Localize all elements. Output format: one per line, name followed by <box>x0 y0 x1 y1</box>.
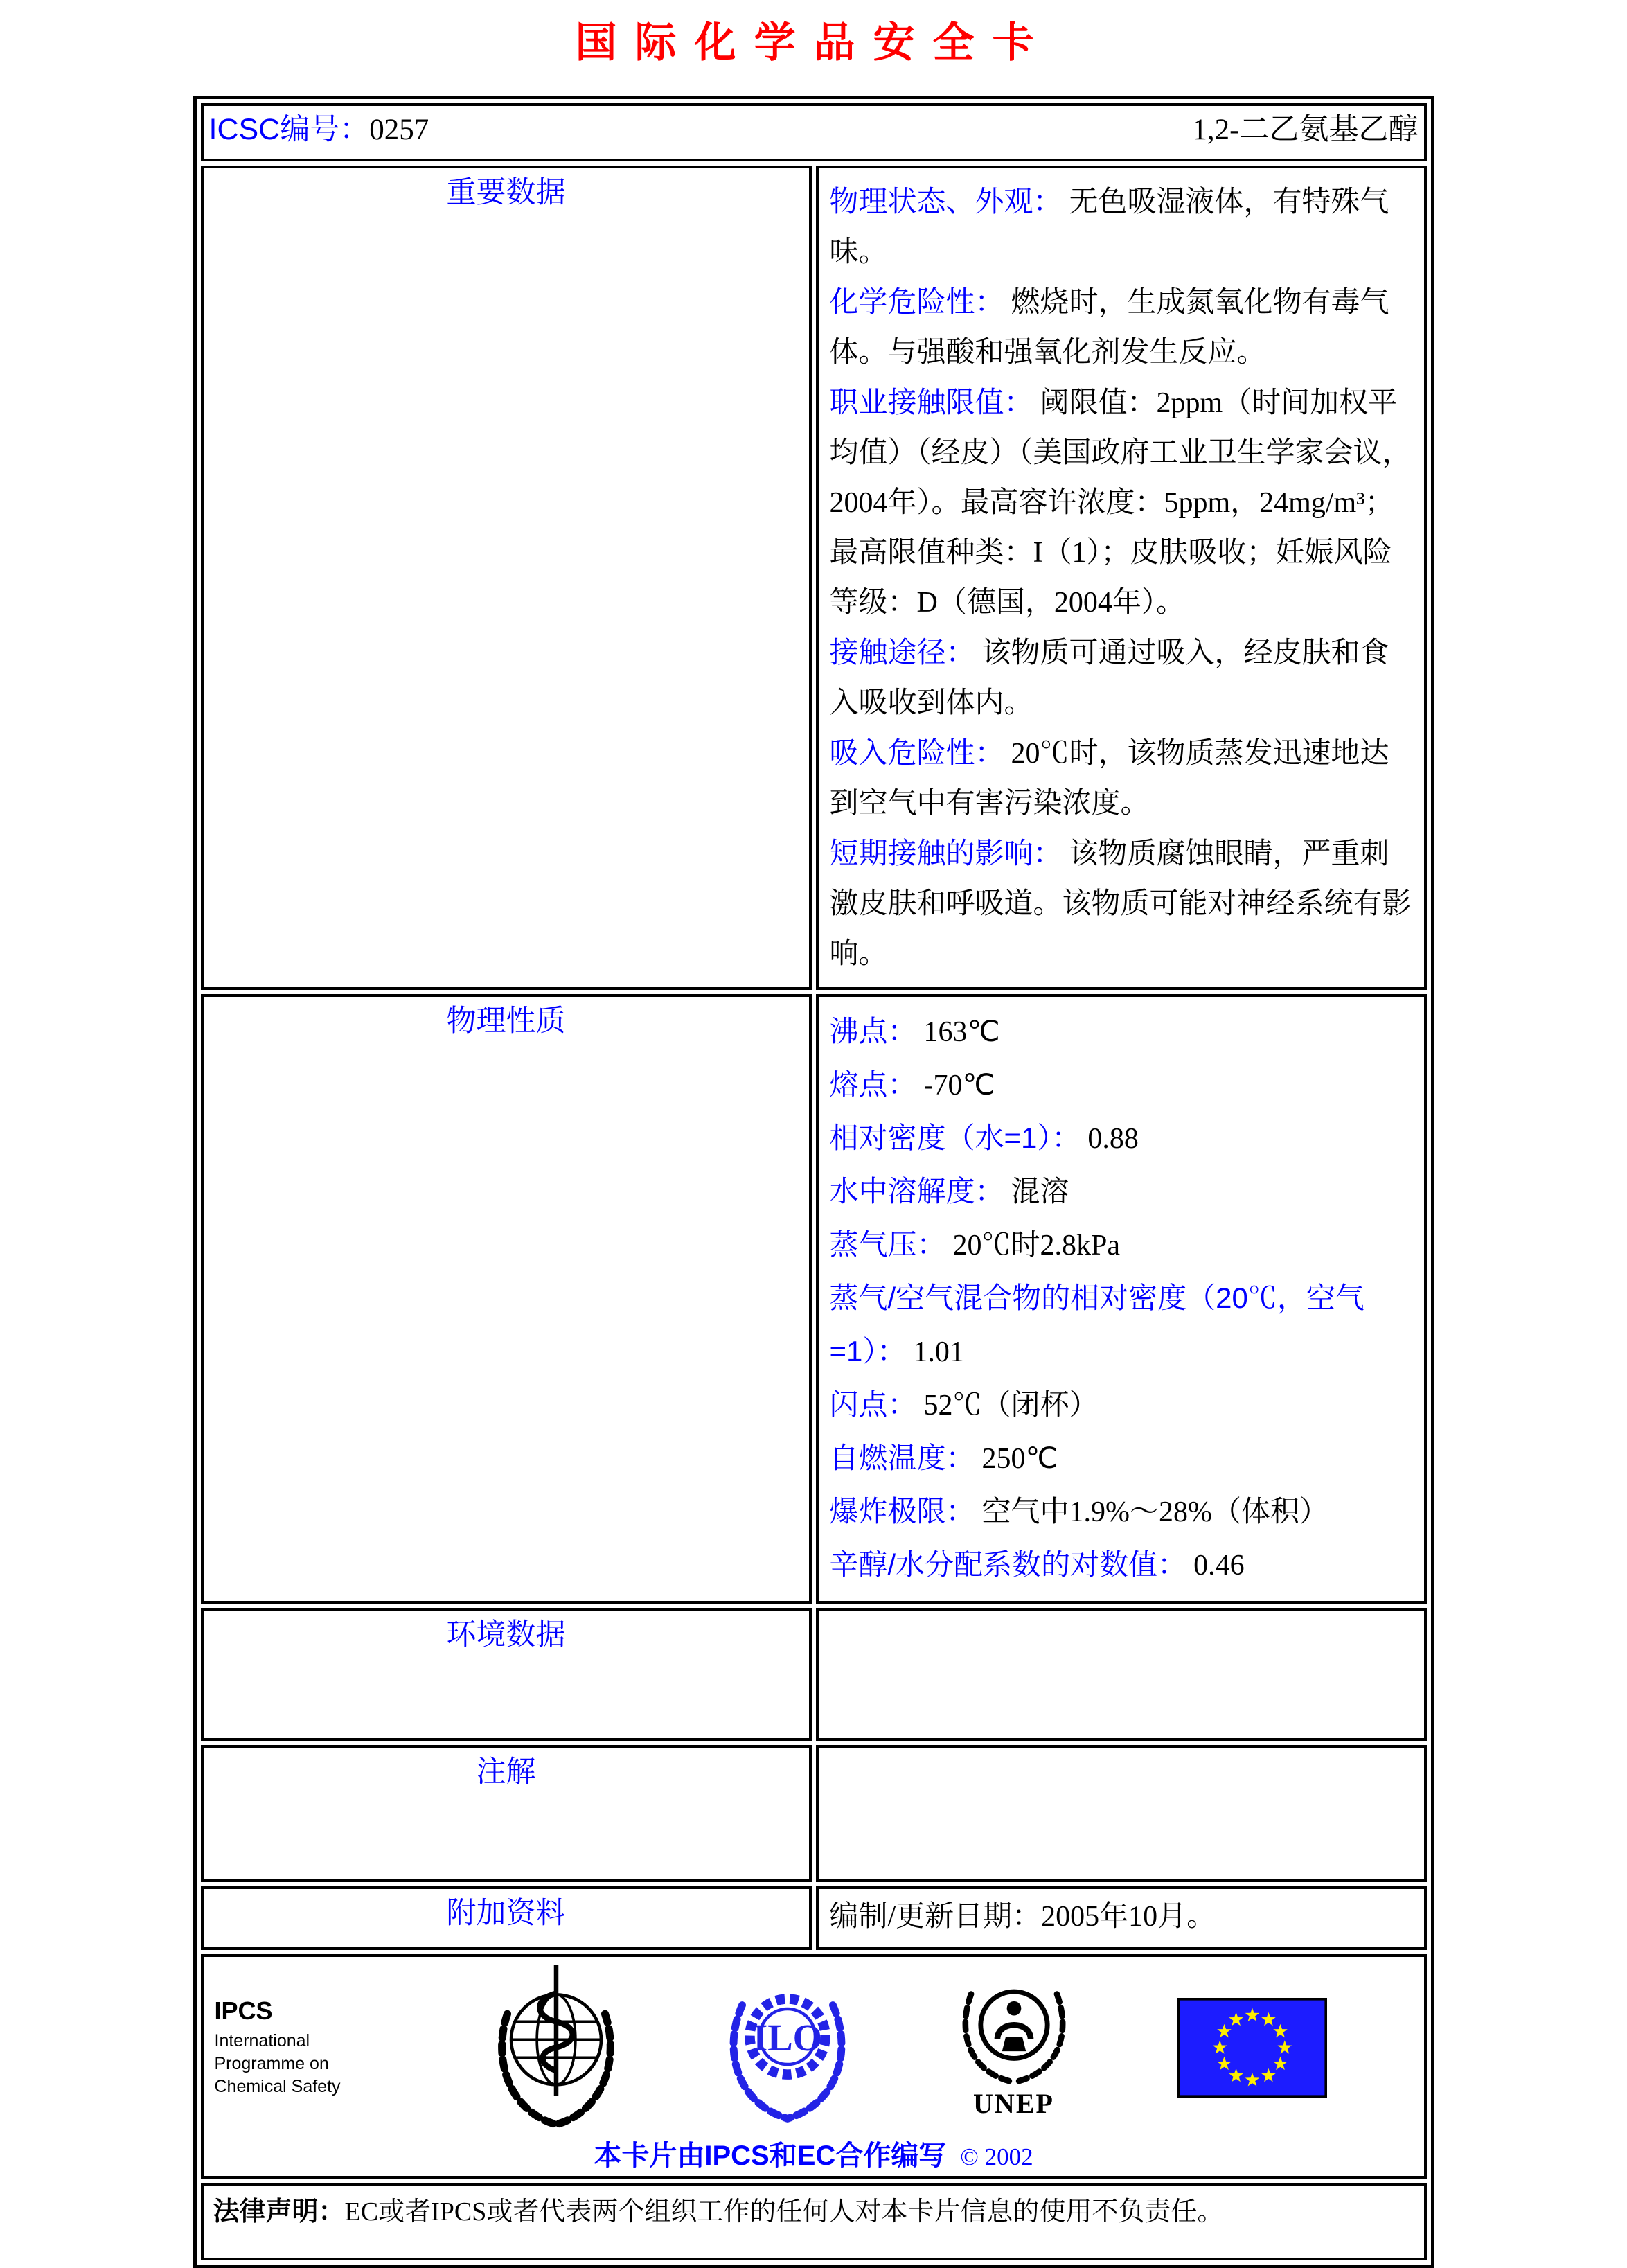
entry-label: 相对密度（水=1）： <box>829 1122 1081 1154</box>
physical-line <box>830 1219 1413 1272</box>
icsc-number-group <box>209 106 429 148</box>
physical-line <box>830 1379 1413 1432</box>
entry-text: -70℃ <box>923 1070 995 1101</box>
legal-row <box>201 2183 1427 2260</box>
footer-caption-line <box>204 2134 1424 2173</box>
entry-text: 空气中1.9%～28%（体积） <box>981 1496 1328 1528</box>
entry-text: 无色吸湿液体，有特殊气味。 <box>829 186 1389 268</box>
unep-emblem-icon <box>954 1975 1074 2094</box>
entry-text: 20℃时2.8kPa <box>952 1230 1121 1261</box>
entry-label: 接触途径： <box>829 636 975 668</box>
environment-data-row <box>201 1608 1427 1741</box>
important-line <box>830 277 1413 378</box>
ipcs-subtitle-line: Programme on <box>214 2054 329 2073</box>
entry-label: 蒸气/空气混合物的相对密度（20℃，空气=1）： <box>829 1282 1364 1367</box>
physical-line <box>830 1432 1413 1485</box>
section-label-environment: 环境数据 <box>201 1608 812 1741</box>
icsc-number-value: 0257 <box>369 114 429 146</box>
entry-text: 250℃ <box>981 1443 1058 1475</box>
ipcs-title: IPCS <box>214 1996 273 2025</box>
header-cell <box>201 103 1427 161</box>
physical-line <box>830 1112 1413 1165</box>
legal-text: EC或者IPCS或者代表两个组织工作的任何人对本卡片信息的使用不负责任。 <box>344 2197 1224 2226</box>
entry-text: 52℃（闭杯） <box>923 1390 1099 1421</box>
ipcs-block <box>215 1996 388 2098</box>
entry-text: 20℃时，该物质蒸发迅速地达到空气中有害污染浓度。 <box>829 738 1389 820</box>
unep-label: UNEP <box>973 2088 1054 2119</box>
ipcs-subtitle-line: Chemical Safety <box>214 2077 341 2096</box>
ilo-logo-icon <box>724 1967 851 2127</box>
header-row <box>201 103 1427 161</box>
who-logo-icon <box>492 1963 621 2132</box>
physical-line <box>830 1165 1413 1219</box>
unep-logo <box>954 1975 1074 2120</box>
page-title: 国际化学品安全卡 <box>575 20 1052 66</box>
section-label-important: 重要数据 <box>201 166 812 990</box>
legal-label: 法律声明： <box>213 2197 345 2226</box>
entry-text: 163℃ <box>923 1016 1000 1048</box>
icsc-number-label: ICSC编号： <box>208 113 370 146</box>
entry-text: 0.88 <box>1087 1123 1139 1155</box>
important-line <box>830 829 1413 979</box>
notes-row <box>201 1745 1427 1882</box>
entry-label: 短期接触的影响： <box>829 837 1063 869</box>
section-label-notes: 注解 <box>201 1745 812 1882</box>
additional-info-row <box>201 1886 1427 1950</box>
icsc-card-page <box>0 10 1627 2226</box>
eu-flag-icon <box>1177 1998 1327 2098</box>
entry-label: 职业接触限值： <box>829 386 1033 418</box>
entry-text: 0.46 <box>1193 1550 1245 1582</box>
entry-label: 自燃温度： <box>829 1442 975 1474</box>
section-label-physical: 物理性质 <box>201 994 812 1604</box>
entry-label: 蒸气压： <box>829 1228 946 1261</box>
footer-cell <box>201 1954 1427 2179</box>
physical-line <box>830 1272 1413 1379</box>
entry-text: 该物质腐蚀眼睛，严重刺激皮肤和呼吸道。该物质可能对神经系统有影响。 <box>829 838 1412 970</box>
physical-properties-content <box>816 994 1427 1604</box>
entry-label: 爆炸极限： <box>829 1495 975 1527</box>
physical-line <box>830 1058 1413 1112</box>
notes-content <box>816 1745 1427 1882</box>
icsc-table <box>193 96 1434 2268</box>
additional-info-content: 编制/更新日期：2005年10月。 <box>816 1886 1427 1950</box>
important-data-content <box>816 166 1427 990</box>
entry-text: 1.01 <box>913 1336 964 1368</box>
entry-label: 沸点： <box>829 1015 917 1047</box>
footer-logos-row <box>201 1954 1427 2179</box>
entry-label: 吸入危险性： <box>829 736 1004 769</box>
entry-label: 熔点： <box>829 1068 917 1101</box>
environment-data-content <box>816 1608 1427 1741</box>
entry-label: 闪点： <box>829 1388 917 1421</box>
important-line <box>830 628 1413 728</box>
ipcs-subtitle-line: International <box>214 2031 310 2050</box>
entry-label: 物理状态、外观： <box>829 185 1063 218</box>
physical-line <box>830 1485 1413 1539</box>
entry-text: 燃烧时，生成氮氧化物有毒气体。与强酸和强氧化剂发生反应。 <box>829 287 1389 369</box>
important-data-row <box>201 166 1427 990</box>
entry-text: 该物质可通过吸入，经皮肤和食入吸收到体内。 <box>829 637 1389 719</box>
ilo-monogram: ILO <box>752 2017 822 2059</box>
legal-cell <box>201 2183 1427 2260</box>
entry-label: 化学危险性： <box>829 285 1004 318</box>
important-line <box>830 177 1413 277</box>
important-line <box>830 728 1413 829</box>
section-label-additional: 附加资料 <box>201 1886 812 1950</box>
physical-line <box>830 1539 1413 1592</box>
physical-properties-row <box>201 994 1427 1604</box>
chemical-name: 1,2-二乙氨基乙醇 <box>1192 114 1419 146</box>
physical-line <box>830 1005 1413 1058</box>
entry-text: 混溶 <box>1011 1176 1069 1208</box>
entry-text: 阈限值：2ppm（时间加权平均值）（经皮）（美国政府工业卫生学家会议，2004年）。最高容许浓度：5ppm，24mg/m³；最高限值种类：I（1）；皮肤吸收；妊娠风险等级：D（德国，2004年）。 <box>829 387 1412 619</box>
entry-label: 辛醇/水分配系数的对数值： <box>829 1548 1187 1581</box>
entry-label: 水中溶解度： <box>829 1175 1004 1207</box>
footer-copyright: © 2002 <box>960 2143 1033 2170</box>
important-line <box>830 378 1413 628</box>
footer-caption: 本卡片由IPCS和EC合作编写 <box>594 2141 947 2171</box>
